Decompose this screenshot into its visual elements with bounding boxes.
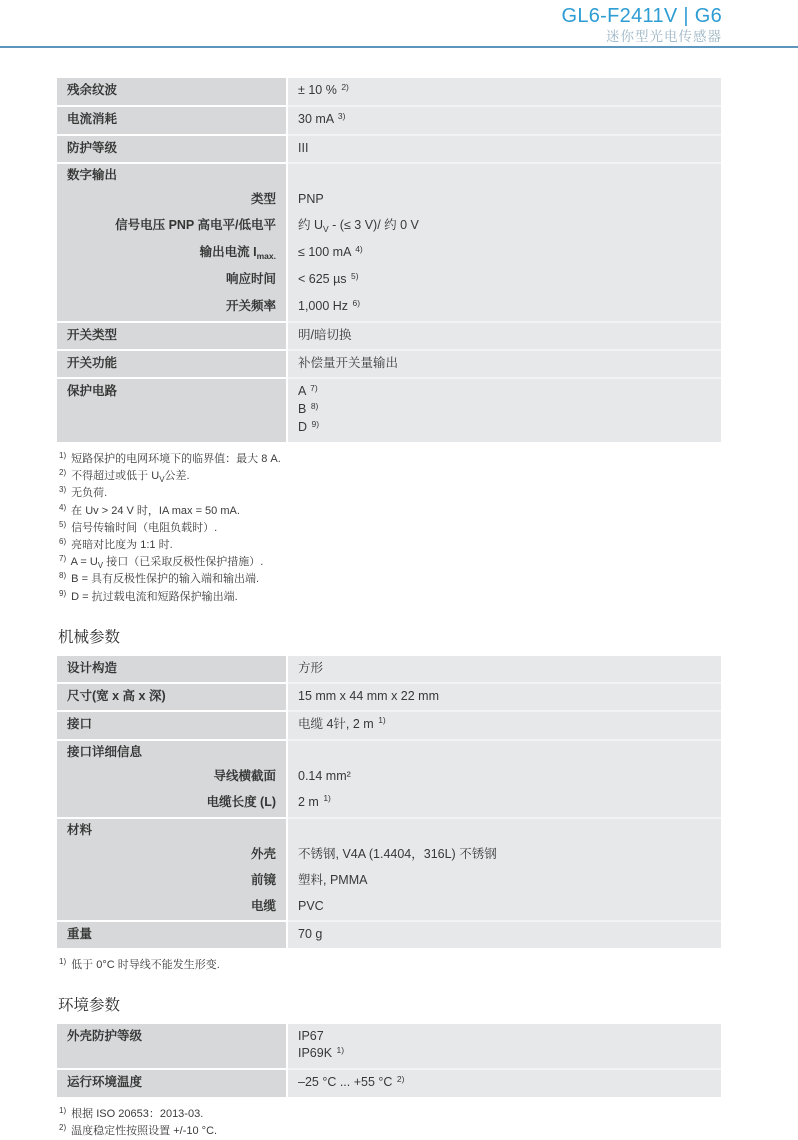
footnote: $^{1)}$ 短路保护的电网环境下的临界值：最大 8 A. — [59, 451, 281, 465]
row-value — [288, 1068, 721, 1097]
superscript: 1) — [323, 793, 331, 804]
spec-row — [57, 240, 721, 267]
row-label: 数字输出 — [57, 162, 286, 187]
row-value-line: –25 °C ... +55 °C $^{2)}$ — [298, 1073, 405, 1090]
row-value — [288, 349, 721, 377]
section-electrical — [57, 78, 721, 606]
footnote: $^{1)}$ 根据 ISO 20653：2013-03. — [59, 1106, 204, 1121]
superscript: 2) — [59, 468, 67, 478]
superscript: 8) — [310, 400, 319, 411]
row-value-line — [298, 744, 711, 761]
superscript: 4) — [355, 243, 363, 254]
row-label: 材料 — [57, 817, 286, 842]
superscript: 4) — [59, 502, 67, 512]
row-value — [288, 105, 721, 134]
superscript: 7) — [59, 554, 67, 564]
row-value — [288, 240, 721, 267]
row-value-line: < 625 µs $^{5)}$ — [298, 270, 359, 286]
row-value-line: 1,000 Hz $^{6)}$ — [298, 297, 361, 313]
spec-row — [57, 764, 721, 790]
row-value-line: 0.14 mm² — [298, 768, 351, 783]
spec-row — [57, 739, 721, 764]
row-value — [288, 187, 721, 213]
superscript: 1) — [378, 715, 386, 726]
spec-row — [57, 162, 721, 187]
spec-table-electrical — [57, 78, 721, 442]
row-value — [288, 764, 721, 790]
row-label: 外壳 — [57, 842, 286, 868]
superscript: 1) — [59, 956, 67, 966]
superscript: 1) — [336, 1044, 345, 1055]
row-value-line: 30 mA $^{3)}$ — [298, 110, 346, 126]
row-label: 残余纹波 — [57, 78, 286, 105]
row-label: 响应时间 — [57, 267, 286, 294]
superscript: 5) — [351, 270, 359, 281]
row-label: 保护电路 — [57, 377, 286, 442]
row-value-line — [298, 822, 711, 839]
row-value — [288, 894, 721, 920]
superscript: 1) — [59, 1106, 67, 1116]
subscript: max. — [256, 250, 276, 261]
row-value — [288, 842, 721, 868]
footnotes-electrical — [59, 451, 721, 606]
row-value-line: III — [298, 141, 309, 155]
superscript: 2) — [341, 81, 349, 92]
spec-row — [57, 790, 721, 817]
row-label: 接口详细信息 — [57, 739, 286, 764]
row-label: 前镜 — [57, 868, 286, 894]
section-title-environmental: 环境参数 — [58, 997, 121, 1015]
row-value-line: PVC — [298, 898, 324, 913]
spec-row — [57, 105, 721, 134]
row-value-line: A $^{7)}$ — [298, 382, 318, 398]
subscript: V — [159, 474, 165, 484]
row-label: 开关类型 — [57, 321, 286, 349]
spec-row — [57, 321, 721, 349]
row-label: 开关功能 — [57, 349, 286, 377]
superscript: 9) — [311, 418, 320, 429]
row-value — [288, 656, 721, 682]
spec-row — [57, 134, 721, 162]
superscript: 1) — [59, 451, 67, 460]
superscript: 5) — [59, 519, 67, 529]
row-value-line: ± 10 % $^{2)}$ — [298, 81, 349, 97]
spec-row — [57, 213, 721, 240]
spec-row — [57, 817, 721, 842]
footnote: $^{6)}$ 亮暗对比度为 1:1 时. — [59, 537, 173, 552]
superscript: 9) — [59, 588, 67, 598]
spec-row — [57, 710, 721, 739]
superscript: 2) — [59, 1123, 67, 1133]
row-value — [288, 267, 721, 294]
subscript: V — [323, 223, 329, 234]
spec-row — [57, 656, 721, 682]
section-title-mechanical: 机械参数 — [58, 628, 121, 646]
row-value — [288, 868, 721, 894]
footnote: $^{8)}$ B = 具有反极性保护的输入端和输出端. — [59, 571, 260, 586]
row-value — [288, 710, 721, 739]
row-value-line: 70 g — [298, 926, 323, 941]
row-label: 电缆 — [57, 894, 286, 920]
row-value — [288, 321, 721, 349]
row-label: 电缆长度 (L) — [57, 790, 286, 817]
row-value-line: 方形 — [298, 660, 324, 675]
section-mechanical — [57, 625, 721, 974]
superscript: 2) — [396, 1073, 405, 1084]
row-label: 开关频率 — [57, 294, 286, 321]
superscript: 3) — [59, 485, 67, 495]
page-header — [0, 0, 798, 48]
row-value — [288, 377, 721, 442]
row-value-line: B $^{8)}$ — [298, 400, 319, 416]
row-value-line: 不锈钢, V4A (1.4404，316L) 不锈钢 — [298, 846, 497, 861]
footnote: $^{2)}$ 温度稳定性按照设置 +/-10 °C. — [59, 1123, 218, 1138]
row-label: 外壳防护等级 — [57, 1024, 286, 1068]
footnote: $^{9)}$ D = 抗过载电流和短路保护输出端. — [59, 588, 238, 603]
superscript: 6) — [352, 297, 361, 308]
spec-row — [57, 842, 721, 868]
row-value-line — [298, 167, 711, 184]
row-label: 运行环境温度 — [57, 1068, 286, 1097]
section-environmental — [57, 993, 721, 1140]
row-value-line: 2 m $^{1)}$ — [298, 793, 331, 809]
subscript: V — [97, 560, 104, 570]
spec-table-mechanical — [57, 656, 721, 948]
row-value — [288, 162, 721, 187]
row-value — [288, 682, 721, 710]
footnote: $^{2)}$ 不得超过或低于 $U_V$公差. — [59, 468, 190, 484]
row-value — [288, 78, 721, 105]
footnote: $^{5)}$ 信号传输时间（电阻负载时）. — [59, 519, 218, 534]
row-value — [288, 790, 721, 817]
row-value-line: PNP — [298, 192, 324, 206]
row-value-line: 约 $U_V$ - (≤ 3 V)/ 约 0 V — [298, 218, 419, 234]
row-value-line: IP69K $^{1)}$ — [298, 1044, 345, 1061]
spec-row — [57, 267, 721, 294]
superscript: 6) — [59, 537, 67, 547]
row-value-line: IP67 — [298, 1029, 324, 1044]
superscript: 8) — [59, 571, 67, 581]
datasheet-content — [57, 48, 721, 1140]
row-value — [288, 294, 721, 321]
footnote: $^{7)}$ $A = U_V$ 接口（已采取反极性保护措施）. — [59, 554, 264, 570]
spec-row — [57, 377, 721, 442]
product-subtitle: 迷你型光电传感器 — [606, 29, 722, 44]
spec-row — [57, 682, 721, 710]
spec-row — [57, 349, 721, 377]
row-value — [288, 739, 721, 764]
row-label: 接口 — [57, 710, 286, 739]
superscript: 3) — [337, 110, 346, 121]
row-label: 类型 — [57, 187, 286, 213]
row-label: 防护等级 — [57, 134, 286, 162]
row-label: 重量 — [57, 920, 286, 948]
row-value — [288, 134, 721, 162]
row-value-line: D $^{9)}$ — [298, 418, 320, 434]
spec-row — [57, 187, 721, 213]
spec-table-environmental — [57, 1024, 721, 1097]
row-value-line: ≤ 100 mA $^{4)}$ — [298, 243, 363, 259]
row-label: 设计构造 — [57, 656, 286, 682]
footnote: $^{3)}$ 无负荷. — [59, 485, 108, 500]
row-value-line: 补偿量开关量输出 — [298, 356, 399, 370]
row-value-line: 明/暗切换 — [298, 328, 352, 342]
spec-row — [57, 1024, 721, 1068]
footnotes-environmental — [59, 1106, 721, 1140]
row-label: 尺寸(宽 x 高 x 深) — [57, 682, 286, 710]
footnote: $^{1)}$ 低于 0°C 时导线不能发生形变. — [59, 956, 220, 971]
row-label: 输出电流 $I_{max.}$ — [57, 240, 286, 267]
row-value — [288, 213, 721, 240]
product-title: GL6-F2411V | G6 — [561, 5, 722, 27]
row-value-line: 15 mm x 44 mm x 22 mm — [298, 688, 439, 703]
row-value — [288, 817, 721, 842]
row-value — [288, 1024, 721, 1068]
spec-row — [57, 294, 721, 321]
row-value — [288, 920, 721, 948]
spec-row — [57, 894, 721, 920]
footnotes-mechanical — [59, 957, 721, 974]
row-label: 导线横截面 — [57, 764, 286, 790]
footnote: $^{4)}$ 在 Uv > 24 V 时，IA max = 50 mA. — [59, 502, 240, 517]
row-label: 电流消耗 — [57, 105, 286, 134]
spec-row — [57, 868, 721, 894]
row-value-line: 电缆 4针, 2 m $^{1)}$ — [298, 715, 386, 731]
spec-row — [57, 920, 721, 948]
row-label: 信号电压 PNP 高电平/低电平 — [57, 213, 286, 240]
spec-row — [57, 78, 721, 105]
superscript: 7) — [310, 382, 318, 393]
spec-row — [57, 1068, 721, 1097]
row-value-line: 塑料, PMMA — [298, 872, 368, 887]
